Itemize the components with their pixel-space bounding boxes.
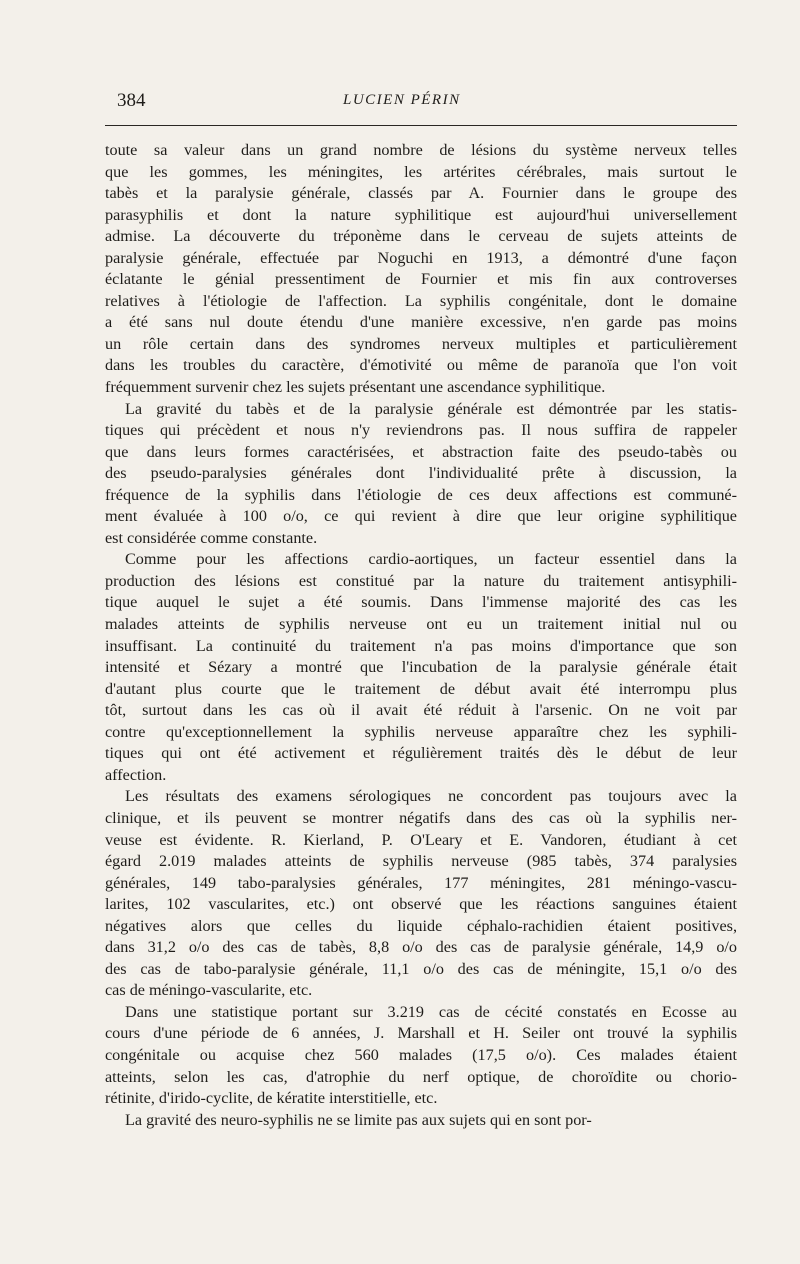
text-line: négatives alors que celles du liquide céphalo-rachidien étaient positives, [105, 916, 737, 935]
text-line: ment évaluée à 100 o/o, ce qui revient à dire que leur origine syphilitique [105, 507, 737, 526]
text-line: admise. La découverte du tréponème dans le cerveau de sujets atteints de [105, 227, 737, 246]
text-line: larites, 102 vascularites, etc.) ont observé que les réactions sanguines étaient [105, 895, 737, 914]
text-line: a été sans nul doute étendu d'une manière excessive, n'en garde pas moins [105, 313, 737, 332]
text-line: Les résultats des examens sérologiques ne concordent pas toujours avec la [125, 787, 737, 806]
text-line: fréquence de la syphilis dans l'étiologie de ces deux affections est communé- [105, 485, 737, 504]
text-line: est considérée comme constante. [105, 528, 318, 547]
text-line: intensité et Sézary a montré que l'incubation de la paralysie générale était [105, 658, 737, 677]
text-line: La gravité des neuro-syphilis ne se limite pas aux sujets qui en sont por- [125, 1110, 592, 1129]
text-line: tabès et la paralysie générale, classés par A. Fournier dans le groupe des [105, 184, 737, 203]
text-line: congénitale ou acquise chez 560 malades (17,5 o/o). Ces malades étaient [105, 1045, 737, 1064]
text-line: tique auquel le sujet a été soumis. Dans l'immense majorité des cas les [105, 593, 737, 612]
text-line: cas de méningo-vascularite, etc. [105, 981, 313, 1000]
text-line: des cas de tabo-paralysie générale, 11,1 o/o des cas de méningite, 15,1 o/o des [105, 959, 737, 978]
running-title: LUCIEN PÉRIN [343, 92, 461, 108]
text-line: relatives à l'étiologie de l'affection. La syphilis congénitale, dont le domaine [105, 291, 737, 310]
text-line: d'autant plus courte que le traitement de début avait été interrompu plus [105, 679, 737, 698]
text-line: dans les troubles du caractère, d'émotivité ou même de paranoïa que l'on voit [105, 356, 737, 375]
text-line: affection. [105, 765, 167, 784]
text-line: tiques qui précèdent et nous n'y reviendrons pas. Il nous suffira de rappeler [105, 421, 737, 440]
text-line: générales, 149 tabo-paralysies générales, 177 méningites, 281 méningo-vascu- [105, 873, 737, 892]
text-line: tôt, surtout dans les cas où il avait été réduit à l'arsenic. On ne voit par [105, 701, 737, 720]
paragraph [105, 399, 737, 550]
page-number: 384 [117, 90, 146, 111]
text-line: parasyphilis et dont la nature syphilitique est aujourd'hui universellement [105, 205, 737, 224]
text-line: atteints, selon les cas, d'atrophie du nerf optique, de choroïdite ou chorio- [105, 1067, 737, 1086]
text-line: que dans leurs formes caractérisées, et abstraction faite des pseudo-tabès ou [105, 442, 737, 461]
text-line: La gravité du tabès et de la paralysie générale est démontrée par les statis- [125, 399, 737, 418]
text-line: rétinite, d'irido-cyclite, de kératite interstitielle, etc. [105, 1089, 438, 1108]
text-line: veuse est évidente. R. Kierland, P. O'Leary et E. Vandoren, étudiant à cet [105, 830, 737, 849]
paragraph [105, 549, 737, 786]
text-line: des pseudo-paralysies générales dont l'individualité prête à discussion, la [105, 464, 737, 483]
header-rule [105, 125, 737, 126]
text-line: Dans une statistique portant sur 3.219 cas de cécité constatés en Ecosse au [125, 1002, 737, 1021]
text-line: clinique, et ils peuvent se montrer négatifs dans des cas où la syphilis ner- [105, 808, 737, 827]
paragraph [105, 786, 737, 1001]
text-line: cours d'une période de 6 années, J. Marshall et H. Seiler ont trouvé la syphilis [105, 1024, 737, 1043]
page-header [105, 86, 737, 116]
body-text [105, 140, 737, 1131]
paragraph [105, 1002, 737, 1110]
text-line: paralysie générale, effectuée par Noguchi en 1913, a démontré d'une façon [105, 248, 737, 267]
text-line: éclatante le génial pressentiment de Fournier et mis fin aux controverses [105, 270, 737, 289]
text-line: Comme pour les affections cardio-aortiques, un facteur essentiel dans la [125, 550, 737, 569]
text-line: toute sa valeur dans un grand nombre de lésions du système nerveux telles [105, 141, 737, 159]
text-line: production des lésions est constitué par la nature du traitement antisyphili- [105, 571, 737, 590]
text-line: un rôle certain dans des syndromes nerveux multiples et particulièrement [105, 334, 737, 353]
text-line: fréquemment survenir chez les sujets présentant une ascendance syphilitique. [105, 378, 606, 397]
text-line: insuffisant. La continuité du traitement n'a pas moins d'importance que son [105, 636, 737, 655]
text-line: égard 2.019 malades atteints de syphilis nerveuse (985 tabès, 374 paralysies [105, 852, 737, 871]
text-line: malades atteints de syphilis nerveuse ont eu un traitement initial nul ou [105, 615, 737, 634]
paragraph [105, 1110, 737, 1132]
text-line: dans 31,2 o/o des cas de tabès, 8,8 o/o des cas de paralysie générale, 14,9 o/o [105, 938, 737, 957]
text-line: contre qu'exceptionnellement la syphilis nerveuse apparaître chez les syphili- [105, 722, 737, 741]
text-line: que les gommes, les méningites, les artérites cérébrales, mais surtout le [105, 162, 737, 181]
paragraph [105, 140, 737, 399]
text-line: tiques qui ont été activement et régulièrement traités dès le début de leur [105, 744, 737, 763]
